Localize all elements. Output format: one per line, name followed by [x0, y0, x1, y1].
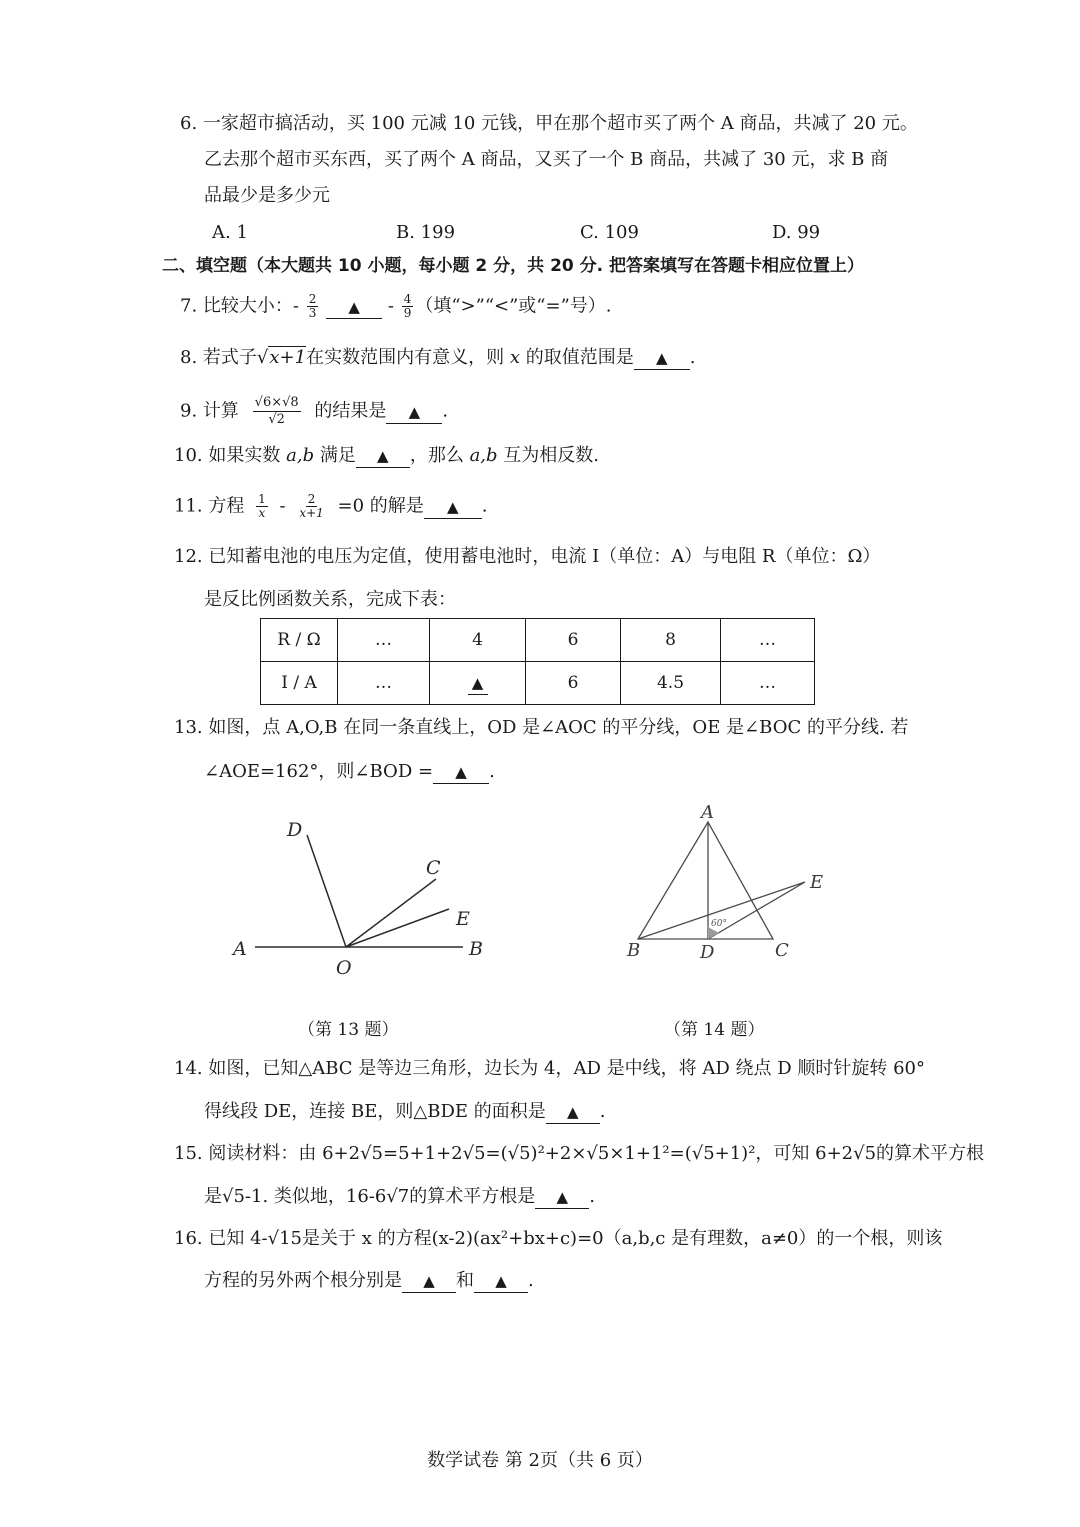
- question-15-line-1: 15. 阅读材料：由 6+2√5=5+1+2√5=(√5)²+2×√5×1+1²=(√5+1)²，可知 6+2√5的算术平方根: [174, 1143, 985, 1164]
- answer-blank: ▲: [386, 401, 442, 424]
- question-16-line-1: 16. 已知 4-√15是关于 x 的方程(x-2)(ax²+bx+c)=0（a,b,c 是有理数，a≠0）的一个根，则该: [174, 1228, 943, 1249]
- question-10: 10. 如果实数 a,b 满足 ▲ ，那么 a,b 互为相反数.: [174, 445, 599, 466]
- question-8: 8. 若式子√x+1在实数范围内有意义，则 x 的取值范围是 ▲ .: [180, 347, 696, 368]
- question-6-line-3: 品最少是多少元: [204, 185, 330, 206]
- question-6-line-1: [180, 111, 918, 137]
- fraction: $\frac{2}{3}$: [308, 292, 317, 320]
- question-number: 8.: [180, 347, 198, 368]
- answer-blank: ▲: [474, 1270, 528, 1293]
- question-number: 13.: [174, 717, 203, 738]
- question-number: 10.: [174, 445, 203, 466]
- label-e: E: [456, 908, 470, 930]
- question-9: 9. 计算 $\frac{√6\times√8}{√2}$ 的结果是 ▲ .: [180, 395, 449, 427]
- question-13-line-2: ∠AOE=162°，则∠BOD = ▲ .: [204, 761, 495, 782]
- table-cell: 4: [430, 619, 526, 662]
- figure-13: [225, 810, 525, 980]
- question-12-line-2: 是反比例函数关系，完成下表：: [204, 589, 456, 610]
- option-a: A. 1: [212, 222, 248, 243]
- table-cell: 6: [526, 662, 621, 705]
- ray-oc: [346, 879, 436, 947]
- page-footer: 数学试卷 第 2页（共 6 页）: [427, 1450, 653, 1471]
- ray-od: [307, 835, 346, 947]
- label-b: B: [469, 938, 483, 960]
- question-number: 9.: [180, 400, 198, 422]
- fraction: $\frac{√6\times√8}{√2}$: [254, 395, 299, 427]
- question-number: 16.: [174, 1228, 203, 1249]
- answer-blank: ▲: [546, 1101, 600, 1124]
- question-6-line-2: 乙去那个超市买东西，买了两个 A 商品，又买了一个 B 商品，共减了 30 元，求 B 商: [204, 149, 889, 170]
- radicand: x+1: [269, 347, 307, 368]
- table-cell: I / A: [261, 662, 338, 705]
- question-number: 7.: [180, 295, 198, 317]
- answer-blank: ▲: [326, 296, 382, 319]
- question-7: 7. 比较大小：- $\frac{2}{3}$ ▲ - $\frac{4}{9}$ （填“>”“<”或“=”号）.: [180, 292, 612, 320]
- figure-14-caption: （第 14 题）: [664, 1020, 765, 1040]
- question-text: 一家超市搞活动，买 100 元减 10 元钱，甲在那个超市买了两个 A 商品，共减了 20 元。: [202, 113, 918, 134]
- label-a: A: [233, 938, 247, 960]
- table-cell: …: [721, 662, 815, 705]
- label-o: O: [336, 957, 352, 979]
- table-cell: R / Ω: [261, 619, 338, 662]
- triangle-abc: [638, 822, 773, 939]
- radical-sign: √: [256, 347, 269, 368]
- table-cell: [430, 662, 526, 705]
- answer-blank: ▲: [424, 496, 482, 519]
- option-d: D. 99: [772, 222, 821, 243]
- table-row: [261, 662, 815, 705]
- question-16-line-2: 方程的另外两个根分别是 ▲ 和 ▲ .: [204, 1270, 534, 1291]
- table-cell: 8: [621, 619, 721, 662]
- table-cell: 4.5: [621, 662, 721, 705]
- section-heading: 二、填空题（本大题共 10 小题，每小题 2 分，共 20 分. 把答案填写在答题卡相应位置上）: [162, 256, 865, 276]
- table-cell: …: [338, 662, 430, 705]
- question-14-line-1: 14. 如图，已知△ABC 是等边三角形，边长为 4，AD 是中线，将 AD 绕点 D 顺时针旋转 60°: [174, 1058, 925, 1079]
- answer-blank: ▲: [433, 761, 489, 784]
- label-a: A: [701, 802, 714, 823]
- label-c: C: [775, 940, 789, 961]
- angle-label: 60°: [711, 919, 727, 929]
- question-13-line-1: 13. 如图，点 A,O,B 在同一条直线上，OD 是∠AOC 的平分线，OE 是∠BOC 的平分线. 若: [174, 717, 909, 738]
- answer-blank: ▲: [535, 1186, 589, 1209]
- question-12-line-1: 12. 已知蓄电池的电压为定值，使用蓄电池时，电流 I（单位：A）与电阻 R（单位：Ω）: [174, 546, 881, 567]
- label-e: E: [810, 872, 824, 893]
- fraction: $\frac{1}{x}$: [258, 492, 266, 520]
- question-15-line-2: 是√5-1. 类似地，16-6√7的算术平方根是 ▲ .: [204, 1186, 595, 1207]
- table-row: [261, 619, 815, 662]
- label-b: B: [627, 940, 641, 961]
- answer-blank: ▲: [468, 672, 488, 695]
- table-cell: 6: [526, 619, 621, 662]
- question-14-line-2: 得线段 DE，连接 BE，则△BDE 的面积是 ▲ .: [204, 1101, 606, 1122]
- table-cell: …: [338, 619, 430, 662]
- figure-13-caption: （第 13 题）: [298, 1020, 399, 1040]
- question-number: 6.: [180, 113, 198, 134]
- figure-14: [615, 800, 845, 970]
- fraction: $\frac{4}{9}$: [403, 292, 412, 320]
- label-d: D: [287, 819, 303, 841]
- answer-blank: ▲: [634, 347, 690, 370]
- option-b: B. 199: [396, 222, 456, 243]
- ray-oe: [346, 909, 449, 947]
- label-c: C: [426, 857, 441, 879]
- option-c: C. 109: [580, 222, 639, 243]
- answer-blank: ▲: [356, 445, 410, 468]
- data-table: [260, 618, 815, 705]
- question-number: 14.: [174, 1058, 203, 1079]
- question-number: 12.: [174, 546, 203, 567]
- answer-blank: ▲: [402, 1270, 456, 1293]
- label-d: D: [700, 942, 715, 963]
- question-number: 11.: [174, 495, 203, 517]
- table-cell: …: [721, 619, 815, 662]
- fraction: $\frac{2}{x+1}$: [299, 492, 324, 520]
- question-11: 11. 方程 $\frac{1}{x}$ - $\frac{2}{x+1}$ =0 的解是 ▲ .: [174, 492, 488, 520]
- question-number: 15.: [174, 1143, 203, 1164]
